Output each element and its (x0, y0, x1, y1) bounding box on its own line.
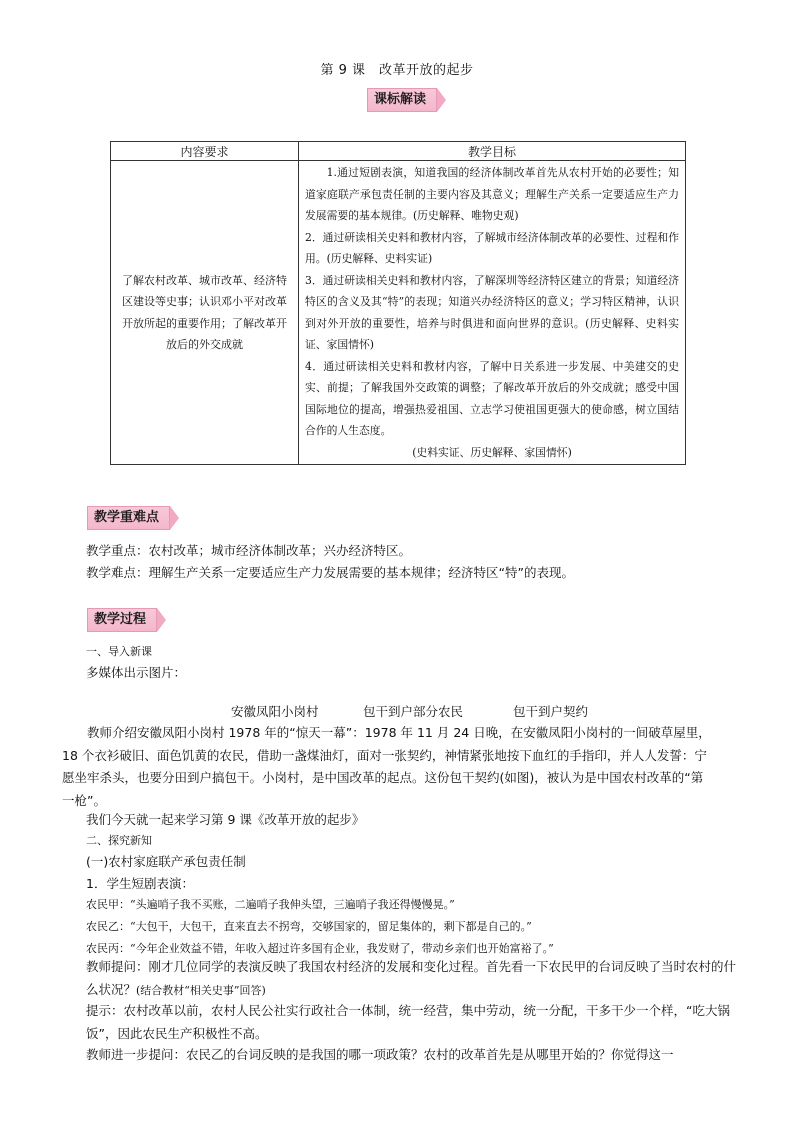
farmer-c-line: 农民丙：“今年企业效益不错，年收入超过许多国有企业，我发财了，带动乡亲们也开始富裕了。” (86, 942, 554, 955)
goal-4-literacy: (史料实证、历史解释、家国情怀) (412, 445, 572, 459)
teaching-difficulty: 教学难点：理解生产关系一定要适应生产力发展需要的基本规律；经济特区“特”的表现。 (86, 565, 574, 580)
teaching-focus: 教学重点：农村改革；城市经济体制改革；兴办经济特区。 (86, 543, 412, 558)
caption-contract: 包干到户契约 (513, 704, 589, 719)
badge-arrow-icon (157, 608, 166, 632)
requirement-cell (111, 161, 299, 465)
key-points-badge-label: 教学重难点 (87, 506, 170, 530)
curriculum-badge (367, 89, 446, 111)
subsection-rural-heading: (一)农村家庭联产承包责任制 (86, 854, 246, 869)
multimedia-line: 多媒体出示图片： (86, 665, 187, 680)
section-intro-heading: 一、导入新课 (86, 645, 152, 658)
farmer-b-line: 农民乙：“大包干，大包干，直来直去不拐弯，交够国家的，留足集体的，剩下都是自己的。” (86, 920, 532, 933)
goal-3: 3．通过研读相关史料和教材内容，了解深圳等经济特区建立的背景；知道经济特区的含义及其“特”的表现；知道兴办经济特区的意义；学习特区精神，认识到对外开放的重要性，培养与时俱进和面向世界的意识。(历史解释、史料实证、家国情怀) (305, 273, 679, 351)
badge-arrow-icon (437, 88, 446, 112)
table-header-row (111, 142, 686, 161)
goal-4: 4．通过研读相关史料和教材内容，了解中日关系进一步发展、中美建交的史实、前提；了解我国外交政策的调整；了解改革开放后的外交成就；感受中国国际地位的提高，增强热爱祖国、立志学习使祖国更强大的使命感，树立国结合作的人生态度。 (305, 359, 679, 437)
table-header-goals: 教学目标 (299, 142, 686, 161)
table-row (111, 161, 686, 465)
question-2-paragraph: 教师进一步提问：农民乙的台词反映的是我国的哪一项政策？农村的改革首先是从哪里开始的？你觉得这一 (86, 1047, 674, 1062)
question-1: 教师提问：刚才几位同学的表演反映了我国农村经济的发展和变化过程。首先看一下农民甲的台词反映了当时农村的什么状况？ (86, 959, 737, 997)
goal-2: 2．通过研读相关史料和教材内容，了解城市经济体制改革的必要性、过程和作用。(历史解释、史料实证) (305, 230, 679, 265)
caption-xiaogang-village: 安徽凤阳小岗村 (231, 704, 319, 719)
question-1-paragraph (86, 956, 738, 1002)
item-skit-heading: 1．学生短剧表演： (86, 876, 194, 891)
badge-arrow-icon (170, 506, 179, 530)
farmer-a-line: 农民甲：“头遍哨子我不买账，二遍哨子我伸头望，三遍哨子我还得慢慢晃。” (86, 898, 455, 911)
table-header-requirement: 内容要求 (111, 142, 299, 161)
content-requirement: 了解农村改革、城市改革、经济特区建设等史事；认识邓小平对改革开放所起的重要作用；了解改革开放后的外交成就 (122, 273, 287, 351)
goal-1: 1.通过短剧表演，知道我国的经济体制改革首先从农村开始的必要性；知道家庭联产承包责任制的主要内容及其意义；理解生产关系一定要适应生产力发展需要的基本规律。(历史解释、唯物史观) (305, 166, 679, 222)
intro-paragraph: 教师介绍安徽凤阳小岗村 1978 年的“惊天一幕”：1978 年 11 月 24 日晚，在安徽凤阳小岗村的一间破草屋里，18 个衣衫破旧、面色饥黄的农民，借助一盏煤油灯，面对一张契约，神情紧张地按下血红的手指印，并人人发誓：宁愿坐牢杀头，也要分田到户搞包干。小岗村，是中国改革的起点。这份包干契约(如图)，被认为是中国农村改革的“第一枪”。 (62, 725, 711, 808)
page-title: 第 9 课 改革开放的起步 (320, 63, 474, 78)
question-1-note: (结合教材“相关史事”回答) (136, 983, 266, 997)
process-badge (87, 609, 166, 631)
process-badge-label: 教学过程 (87, 608, 157, 632)
hint-paragraph: 提示：农村改革以前，农村人民公社实行政社合一体制，统一经营，集中劳动，统一分配，干多干少一个样，“吃大锅饭”，因此农民生产积极性不高。 (86, 1003, 730, 1041)
curriculum-badge-label: 课标解读 (367, 88, 437, 112)
today-lesson-line: 我们今天就一起来学习第 9 课《改革开放的起步》 (86, 812, 365, 827)
curriculum-table (110, 141, 686, 465)
caption-farmers: 包干到户部分农民 (363, 704, 464, 719)
key-points-badge (87, 507, 179, 529)
goals-cell (299, 161, 686, 465)
section-explore-heading: 二、探究新知 (86, 834, 152, 847)
